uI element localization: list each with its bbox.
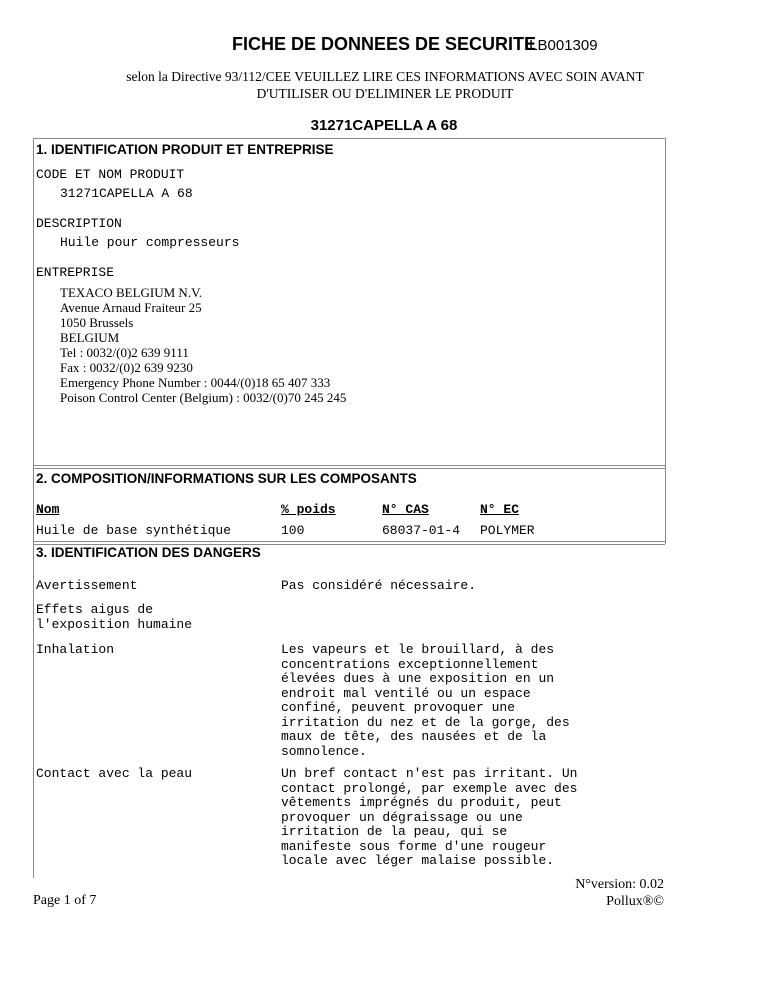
section-2-heading: 2. COMPOSITION/INFORMATIONS SUR LES COMPOSANTS <box>36 471 417 486</box>
company-emergency-phone: Emergency Phone Number : 0044/(0)18 65 407 333 <box>60 375 331 390</box>
page-number: Page 1 of 7 <box>33 893 97 908</box>
product-title: 31271CAPELLA A 68 <box>310 117 458 134</box>
table-cell-ec: POLYMER <box>480 523 535 538</box>
acute-effects-label: Effets aigus de l'exposition humaine <box>36 602 193 632</box>
table-cell-name: Huile de base synthétique <box>36 523 232 538</box>
version-number: N°version: 0.02 <box>575 877 664 892</box>
company-country: BELGIUM <box>60 330 120 345</box>
company-block <box>60 285 346 405</box>
column-header-weight: % poids <box>281 502 336 517</box>
warning-value: Pas considéré nécessaire. <box>281 578 477 593</box>
inhalation-value: Les vapeurs et le brouillard, à des concentrations exceptionnellement élevées dues à une exposition en un endroit mal ventilé ou un espace confiné, peuvent provoquer une irritation du nez et de la gorge, des maux de tête, des nausées et de la somnolence. <box>281 642 570 759</box>
version-block <box>575 876 664 910</box>
directive-line-2: D'UTILISER OU D'ELIMINER LE PRODUIT <box>256 86 514 101</box>
software-brand: Pollux®© <box>606 894 664 909</box>
company-label: ENTREPRISE <box>36 265 115 280</box>
table-cell-cas: 68037-01-4 <box>382 523 461 538</box>
frame-right-border <box>665 138 666 544</box>
section-3-heading: 3. IDENTIFICATION DES DANGERS <box>36 545 261 560</box>
company-poison-center: Poison Control Center (Belgium) : 0032/(0)70 245 245 <box>60 390 347 405</box>
column-header-cas: N° CAS <box>382 502 429 517</box>
code-label: CODE ET NOM PRODUIT <box>36 167 185 182</box>
frame-top-border <box>33 138 665 139</box>
description-value: Huile pour compresseurs <box>60 235 240 250</box>
company-street: Avenue Arnaud Fraiteur 25 <box>60 300 202 315</box>
frame-left-border <box>33 138 34 878</box>
column-header-name: Nom <box>36 502 60 517</box>
directive-notice <box>60 68 710 102</box>
skin-contact-label: Contact avec la peau <box>36 766 193 781</box>
description-label: DESCRIPTION <box>36 216 122 231</box>
section-separator <box>33 465 665 469</box>
document-title: FICHE DE DONNEES DE SECURITE <box>231 34 537 54</box>
company-city: 1050 Brussels <box>60 315 134 330</box>
inhalation-label: Inhalation <box>36 642 115 657</box>
company-fax: Fax : 0032/(0)2 639 9230 <box>60 360 193 375</box>
company-phone: Tel : 0032/(0)2 639 9111 <box>60 345 189 360</box>
section-1-heading: 1. IDENTIFICATION PRODUIT ET ENTREPRISE <box>36 142 334 157</box>
code-value: 31271CAPELLA A 68 <box>60 186 193 201</box>
document-reference: ILB001309 <box>525 37 598 54</box>
directive-line-1: selon la Directive 93/112/CEE VEUILLEZ LIRE CES INFORMATIONS AVEC SOIN AVANT <box>126 69 644 84</box>
skin-contact-value: Un bref contact n'est pas irritant. Un contact prolongé, par exemple avec des vêtements imprégnés du produit, peut provoquer un dégraissage ou une irritation de la peau, qui se manifeste sous forme d'une rougeur locale avec léger malaise possible. <box>281 766 578 868</box>
table-cell-weight: 100 <box>281 523 305 538</box>
column-header-ec: N° EC <box>480 502 520 517</box>
warning-label: Avertissement <box>36 578 138 593</box>
company-name: TEXACO BELGIUM N.V. <box>60 285 203 300</box>
